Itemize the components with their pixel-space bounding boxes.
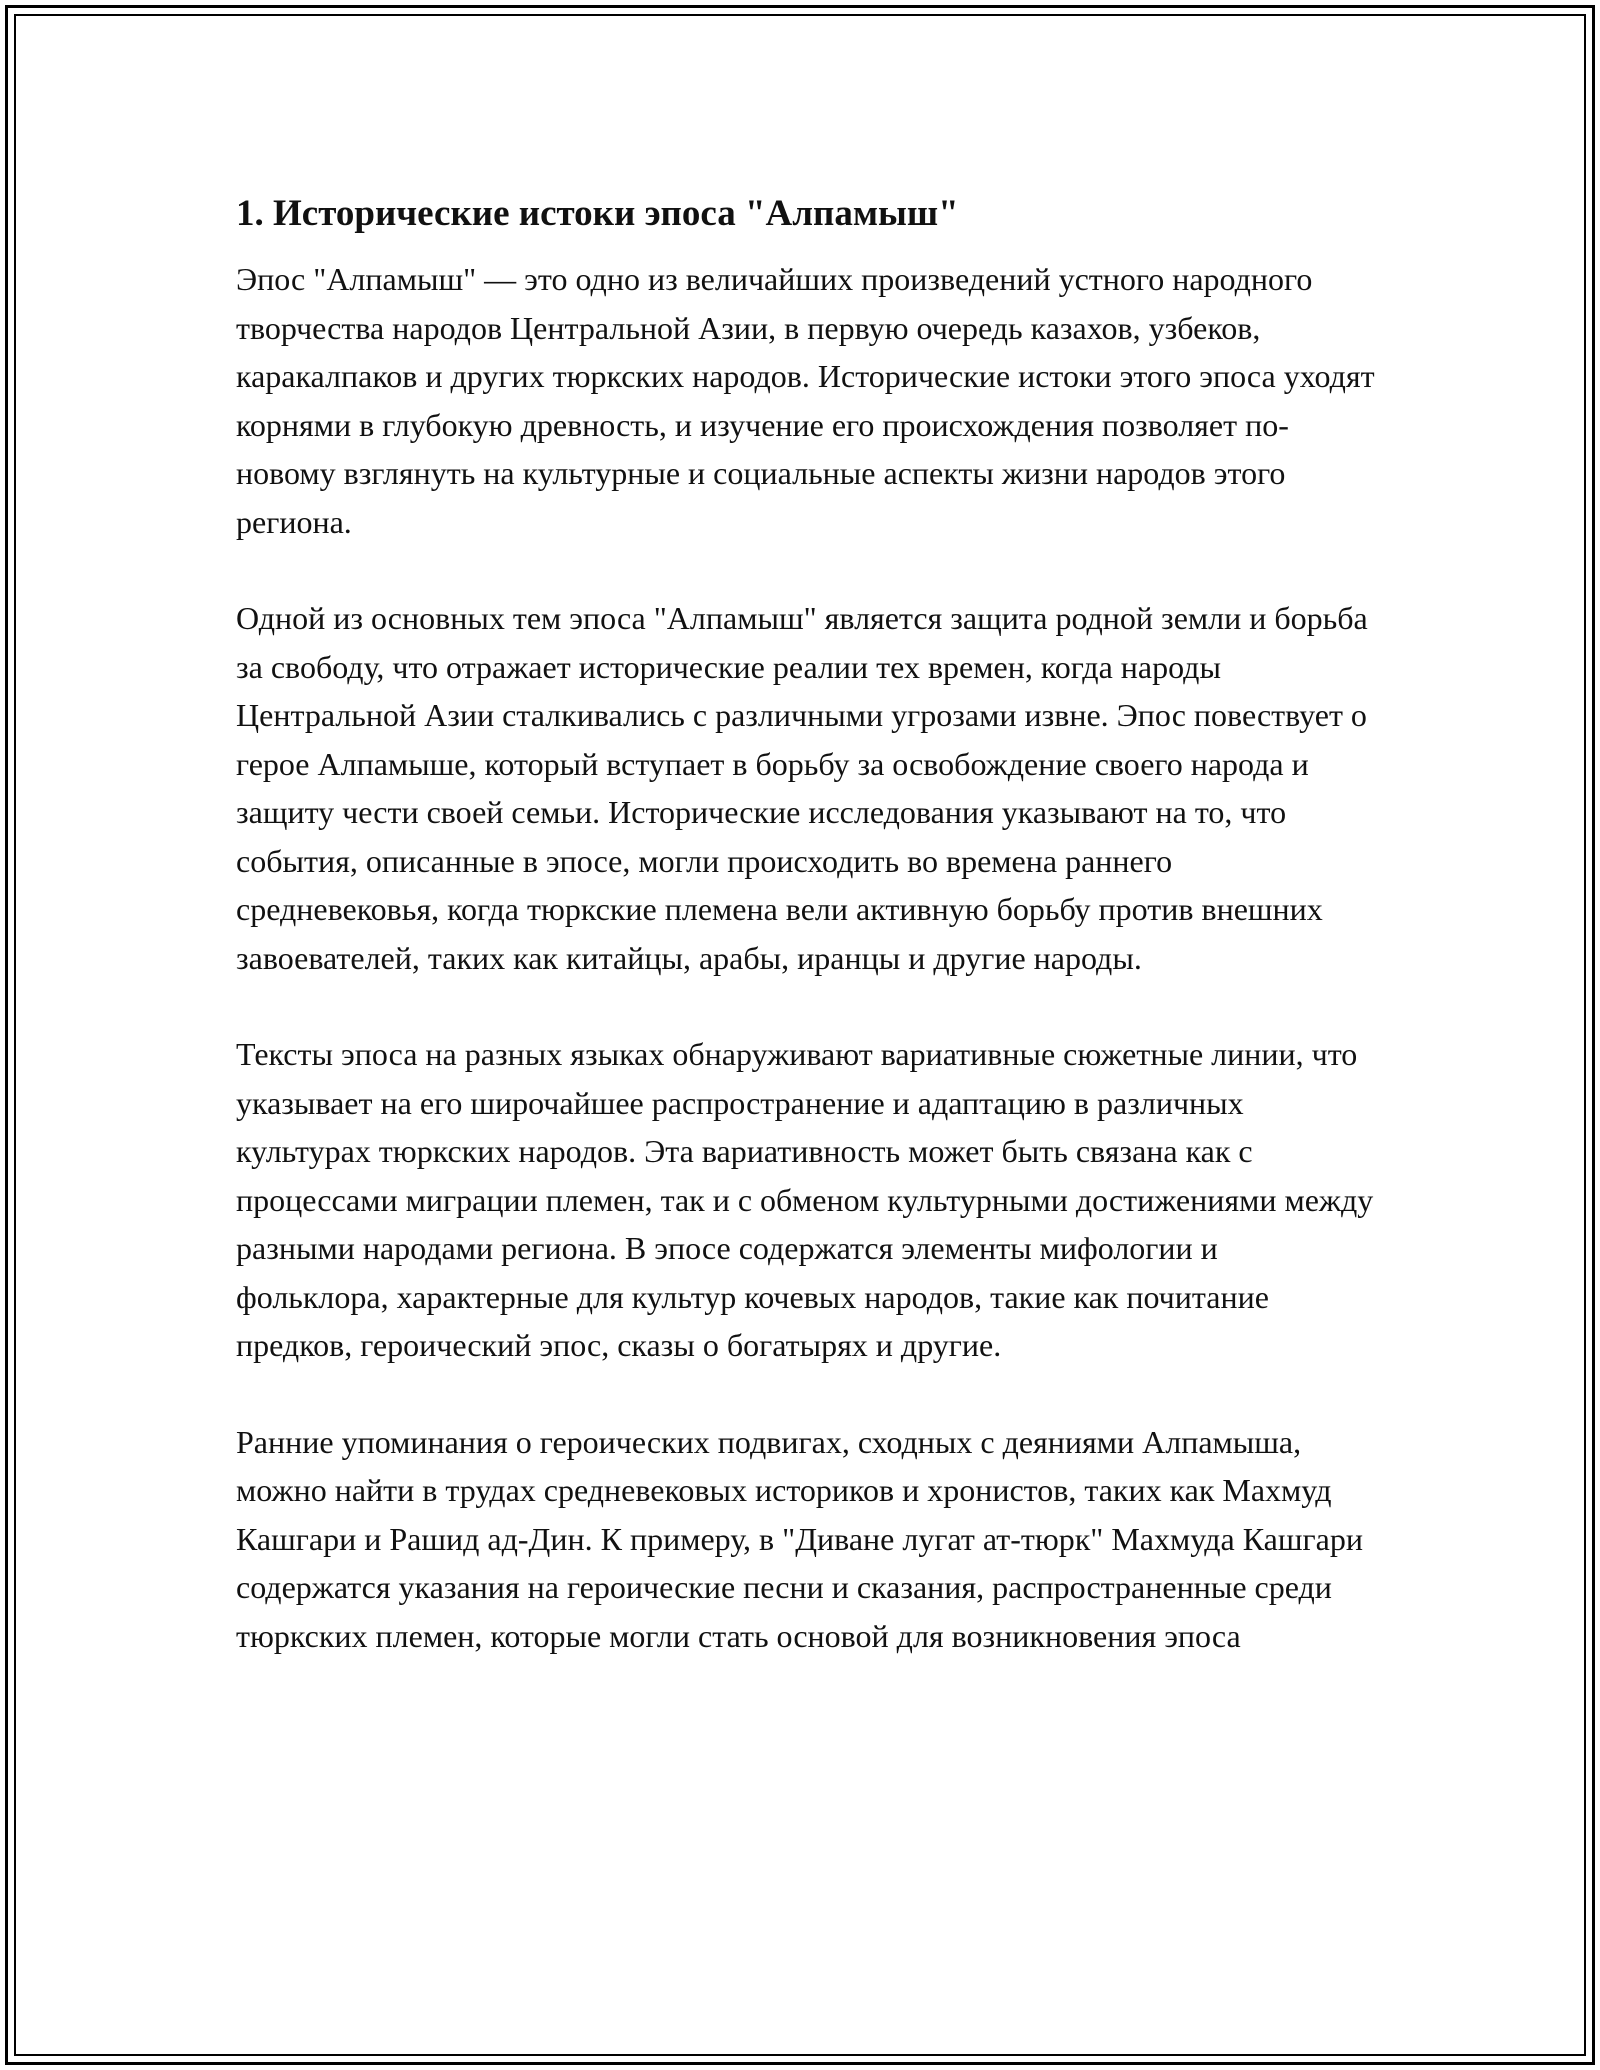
section-heading: 1. Исторические истоки эпоса "Алпамыш": [236, 193, 959, 234]
paragraph-1: Эпос "Алпамыш" — это одно из величайших произведений устного народного творчества народов Центральной Азии, в первую очередь казахов, узбеков, каракалпаков и других тюркских народов. Исторические истоки этого эпоса уходят корнями в глубокую древность, и изучение его происхождения позволяет по-новому взглянуть на культурные и социальные аспекты жизни народов этого региона.: [236, 261, 1375, 540]
paragraph-4: Ранние упоминания о героических подвигах, сходных с деяниями Алпамыша, можно найти в трудах средневековых историков и хронистов, таких как Махмуд Кашгари и Рашид ад-Дин. К примеру, в "Диване лугат ат-тюрк" Махмуда Кашгари содержатся указания на героические песни и сказания, распространенные среди тюркских племен, которые могли стать основой для возникновения эпоса: [236, 1423, 1363, 1654]
document-body: [236, 187, 1376, 1660]
paragraph-3: Тексты эпоса на разных языках обнаруживают вариативные сюжетные линии, что указывает на его широчайшее распространение и адаптацию в различных культурах тюркских народов. Эта вариативность может быть связана как с процессами миграции племен, так и с обменом культурными достижениями между разными народами региона. В эпосе содержатся элементы мифологии и фольклора, характерные для культур кочевых народов, такие как почитание предков, героический эпос, сказы о богатырях и другие.: [236, 1036, 1374, 1363]
paragraph-2: Одной из основных тем эпоса "Алпамыш" является защита родной земли и борьба за свободу, что отражает исторические реалии тех времен, когда народы Центральной Азии сталкивались с различными угрозами извне. Эпос повествует о герое Алпамыше, который вступает в борьбу за освобождение своего народа и защиту чести своей семьи. Исторические исследования указывают на то, что события, описанные в эпосе, могли происходить во времена раннего средневековья, когда тюркские племена вели активную борьбу против внешних завоевателей, таких как китайцы, арабы, иранцы и другие народы.: [236, 600, 1368, 976]
